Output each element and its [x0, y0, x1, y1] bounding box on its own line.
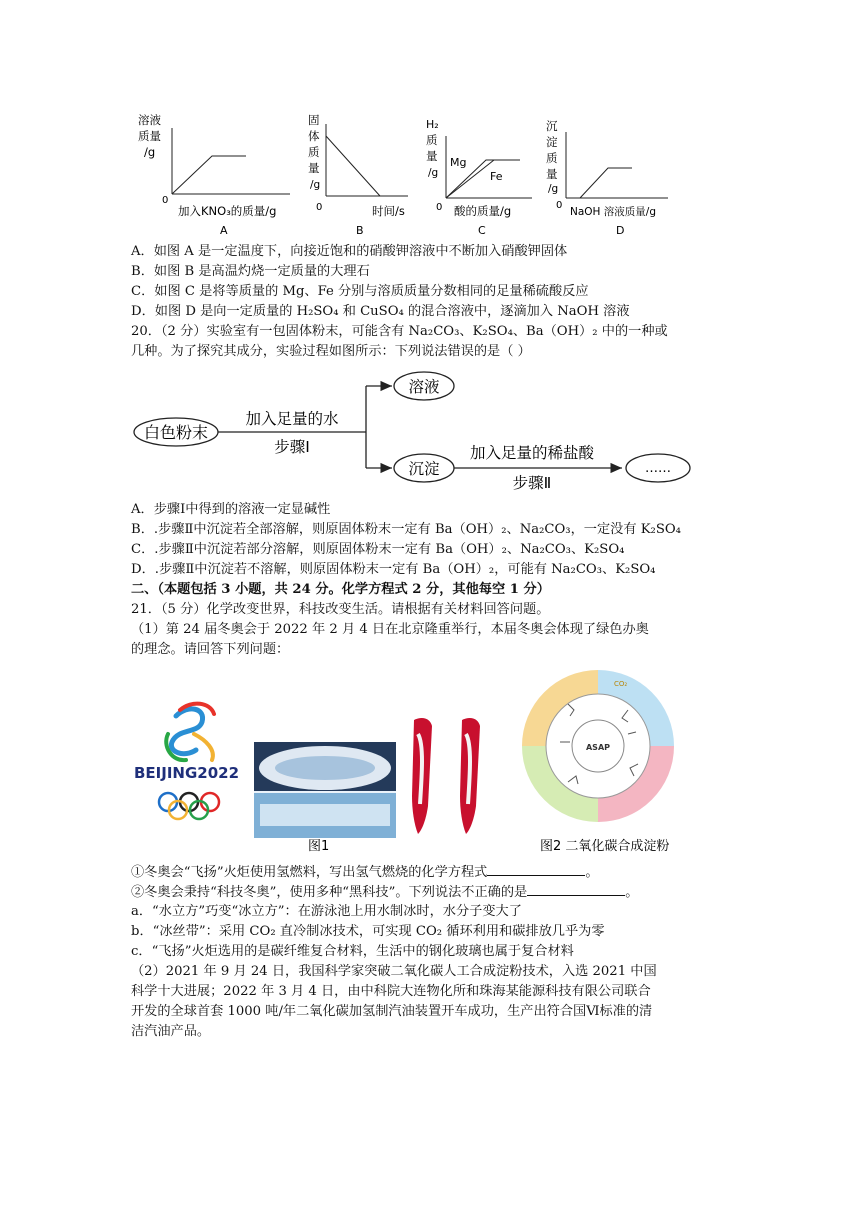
q20-option-d: D．.步骤Ⅱ中沉淀若不溶解，则原固体粉末一定有 Ba（OH）₂，可能有 Na₂CO₃、K₂SO₄ [131, 562, 656, 577]
q21-option-b: b．“冰丝带”：采用 CO₂ 直冷制冰技术，可实现 CO₂ 循环利用和碳排放几乎为零 [131, 924, 605, 939]
graph-b [308, 113, 408, 237]
section-2-heading: 二、（本题包括 3 小题，共 24 分。化学方程式 2 分，其他每空 1 分） [131, 582, 550, 597]
q21-sub2-end: 。 [625, 885, 639, 900]
graph-d-ylabel-3: 质 [546, 151, 558, 165]
q21-sub1-blank[interactable] [487, 862, 585, 876]
q21-intro: 21．（5 分）化学改变世界，科技改变生活。请根据有关材料回答问题。 [131, 602, 550, 617]
graph-a-ylabel-3: /g [144, 145, 156, 159]
graph-d-ylabel-1: 沉 [546, 119, 558, 133]
torch-icon-left [412, 718, 432, 834]
graph-d-ylabel-2: 淀 [546, 135, 558, 149]
beijing-2022-text: BEIJING2022 [134, 764, 240, 782]
graph-a [138, 113, 290, 237]
q20-stem-line1: 20．（2 分）实验室有一包固体粉末，可能含有 Na₂CO₃、K₂SO₄、Ba（OH）₂ 中的一种或 [131, 324, 668, 339]
q20-option-a: A．步骤Ⅰ中得到的溶液一定显碱性 [131, 502, 331, 517]
q21-part2-line1: （2）2021 年 9 月 24 日，我国科学家突破二氧化碳人工合成淀粉技术，入选 2021 中国 [131, 964, 657, 979]
graph-a-ylabel-2: 质量 [138, 129, 161, 143]
asap-label: ASAP [585, 743, 611, 752]
flow-step2-bottom: 步骤Ⅱ [512, 474, 552, 492]
q21-sub2-blank[interactable] [527, 882, 625, 896]
graph-a-xlabel: 加入KNO₃的质量/g [178, 204, 277, 218]
co2-starch-diagram [522, 670, 674, 822]
graph-c-origin: 0 [436, 202, 443, 213]
graph-b-ylabel-1: 固 [308, 113, 320, 127]
q21-part2-line4: 洁汽油产品。 [131, 1024, 211, 1039]
flow-precipitate-label: 沉淀 [408, 460, 440, 478]
graph-a-curve [172, 156, 246, 194]
graph-d-xlabel: NaOH 溶液质量/g [570, 206, 656, 218]
ice-venue-image [254, 742, 396, 838]
flow-start-label: 白色粉末 [143, 423, 209, 442]
flow-solution-label: 溶液 [408, 378, 440, 396]
graph-c-xlabel: 酸的质量/g [454, 204, 512, 218]
graph-c-letter: C [478, 224, 486, 237]
graph-b-curve [326, 136, 380, 196]
graph-c-ylabel-1: H₂ [426, 118, 439, 131]
q21-option-c: c．“飞扬”火炬选用的是碳纤维复合材料，生活中的钢化玻璃也属于复合材料 [131, 944, 574, 959]
q19-option-a: A．如图 A 是一定温度下，向接近饱和的硝酸钾溶液中不断加入硝酸钾固体 [131, 244, 568, 259]
graph-b-ylabel-3: 质 [308, 145, 320, 159]
graph-a-letter: A [220, 224, 228, 237]
co2-label: CO₂ [614, 680, 628, 688]
graph-b-origin: 0 [316, 202, 323, 213]
graph-b-letter: B [356, 224, 364, 237]
graph-b-ylabel-2: 体 [308, 129, 320, 143]
graph-c [426, 118, 532, 237]
graph-c-ylabel-4: /g [428, 167, 439, 179]
q21-part2-line3: 开发的全球首套 1000 吨/年二氧化碳加氢制汽油装置开车成功，生产出符合国Ⅵ标准的清 [131, 1004, 653, 1019]
graphs-row [128, 108, 688, 240]
graph-d-origin: 0 [556, 200, 563, 211]
q21-sub2 [131, 882, 638, 903]
graph-c-ylabel-3: 量 [426, 149, 438, 163]
q19-option-b: B．如图 B 是高温灼烧一定质量的大理石 [131, 264, 370, 279]
beijing-2022-emblem [134, 704, 239, 819]
q21-sub1 [131, 862, 599, 883]
flow-step1-bottom: 步骤Ⅰ [274, 438, 310, 456]
fig2-caption: 图2 二氧化碳合成淀粉 [540, 839, 670, 854]
graph-c-ylabel-2: 质 [426, 133, 438, 147]
q20-stem-line2: 几种。为了探究其成分，实验过程如图所示：下列说法错误的是（ ） [131, 344, 531, 359]
flow-end-label: …… [645, 461, 671, 476]
q21-sub2-text: ②冬奥会秉持“科技冬奥”，使用多种“黑科技”。下列说法不正确的是 [131, 885, 528, 900]
q21-sub1-text: ①冬奥会“飞扬”火炬使用氢燃料，写出氢气燃烧的化学方程式 [131, 865, 488, 880]
graph-a-ylabel-1: 溶液 [138, 113, 161, 127]
flow-step1-top: 加入足量的水 [245, 410, 339, 428]
graph-c-mg-label: Mg [450, 156, 467, 169]
graph-d-letter: D [616, 224, 625, 237]
q20-option-c: C．.步骤Ⅱ中沉淀若部分溶解，则原固体粉末一定有 Ba（OH）₂、Na₂CO₃、K₂SO₄ [131, 542, 625, 557]
graph-d [546, 119, 668, 237]
q19-option-d: D．如图 D 是向一定质量的 H₂SO₄ 和 CuSO₄ 的混合溶液中，逐滴加入 NaOH 溶液 [131, 304, 630, 319]
graph-a-origin: 0 [162, 195, 169, 206]
q20-flowchart [128, 368, 698, 496]
q21-option-a: a．“水立方”巧变“冰立方”：在游泳池上用水制冰时，水分子变大了 [131, 904, 522, 919]
graph-b-xlabel: 时间/s [372, 204, 405, 218]
graph-d-ylabel-4: 量 [546, 167, 558, 181]
q21-sub1-end: 。 [585, 865, 599, 880]
q21-part2-line2: 科学十大进展；2022 年 3 月 4 日，由中科院大连物化所和珠海某能源科技有限公司联合 [131, 984, 651, 999]
fig1-caption: 图1 [308, 839, 330, 854]
flow-step2-top: 加入足量的稀盐酸 [469, 444, 595, 462]
graph-b-ylabel-5: /g [310, 179, 321, 191]
q21-part1-line2: 的理念。请回答下列问题： [131, 642, 290, 657]
figures-area [128, 664, 708, 856]
graph-c-fe-label: Fe [490, 170, 503, 183]
graph-b-ylabel-4: 量 [308, 161, 320, 175]
graph-d-ylabel-5: /g [548, 183, 559, 195]
torch-icon-right [460, 718, 480, 834]
graph-d-curve [580, 168, 632, 198]
q21-part1-line1: （1）第 24 届冬奥会于 2022 年 2 月 4 日在北京隆重举行，本届冬奥会体现了绿色办奥 [131, 622, 649, 637]
q20-option-b: B．.步骤Ⅱ中沉淀若全部溶解，则原固体粉末一定有 Ba（OH）₂、Na₂CO₃，一定没有 K₂SO₄ [131, 522, 681, 537]
q19-option-c: C．如图 C 是将等质量的 Mg、Fe 分别与溶质质量分数相同的足量稀硫酸反应 [131, 284, 589, 299]
